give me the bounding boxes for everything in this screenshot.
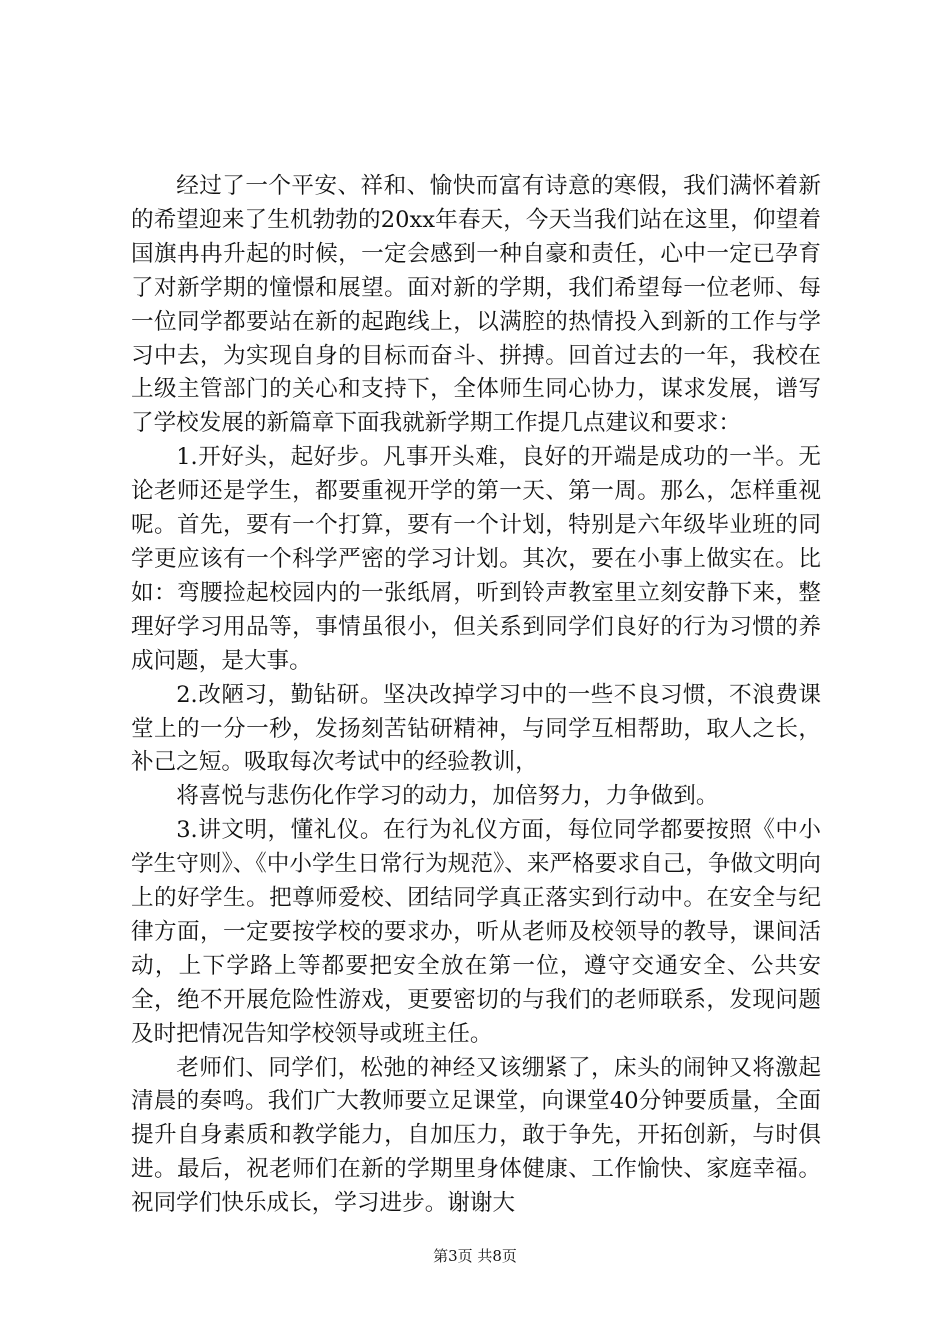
paragraph-intro: 经过了一个平安、祥和、愉快而富有诗意的寒假，我们满怀着新的希望迎来了生机勃勃的20xx年春天，今天当我们站在这里，仰望着国旗冉冉升起的时候，一定会感到一种自豪和责任，心中一定已孕育了对新学期的憧憬和展望。面对新的学期，我们希望每一位老师、每一位同学都要站在新的起跑线上，以满腔的热情投入到新的工作与学习中去，为实现自身的目标而奋斗、拼搏。回首过去的一年，我校在上级主管部门的关心和支持下，全体师生同心协力，谋求发展，谱写了学校发展的新篇章下面我就新学期工作提几点建议和要求：	[131, 173, 821, 437]
page-number-footer: 第3页 共8页	[433, 1247, 517, 1265]
document-body	[131, 170, 821, 1221]
paragraph-point-1: 1.开好头，起好步。凡事开头难，良好的开端是成功的一半。无论老师还是学生，都要重视开学的第一天、第一周。那么，怎样重视呢。首先，要有一个打算，要有一个计划，特别是六年级毕业班的同学更应该有一个科学严密的学习计划。其次，要在小事上做实在。比如：弯腰捡起校园内的一张纸屑，听到铃声教室里立刻安静下来，整理好学习用品等，事情虽很小，但关系到同学们良好的行为习惯的养成问题，是大事。	[131, 444, 821, 674]
paragraph-point-3: 3.讲文明，懂礼仪。在行为礼仪方面，每位同学都要按照《中小学生守则》、《中小学生日常行为规范》、来严格要求自己，争做文明向上的好学生。把尊师爱校、团结同学真正落实到行动中。在安全与纪律方面，一定要按学校的要求办，听从老师及校领导的教导，课间活动，上下学路上等都要把安全放在第一位，遵守交通安全、公共安全，绝不开展危险性游戏，更要密切的与我们的老师联系，发现问题及时把情况告知学校领导或班主任。	[131, 817, 821, 1047]
paragraph-point-2: 2.改陋习，勤钻研。坚决改掉学习中的一些不良习惯，不浪费课堂上的一分一秒，发扬刻苦钻研精神，与同学互相帮助，取人之长，补己之短。吸取每次考试中的经验教训，	[131, 681, 821, 776]
paragraph-closing: 老师们、同学们，松弛的神经又该绷紧了，床头的闹钟又将激起清晨的奏鸣。我们广大教师要立足课堂，向课堂40分钟要质量，全面提升自身素质和教学能力，自加压力，敢于争先，开拓创新，与时俱进。最后，祝老师们在新的学期里身体健康、工作愉快、家庭幸福。祝同学们快乐成长，学习进步。谢谢大	[131, 1054, 821, 1217]
paragraph-point-2-continued: 将喜悦与悲伤化作学习的动力，加倍努力，力争做到。	[176, 783, 719, 810]
